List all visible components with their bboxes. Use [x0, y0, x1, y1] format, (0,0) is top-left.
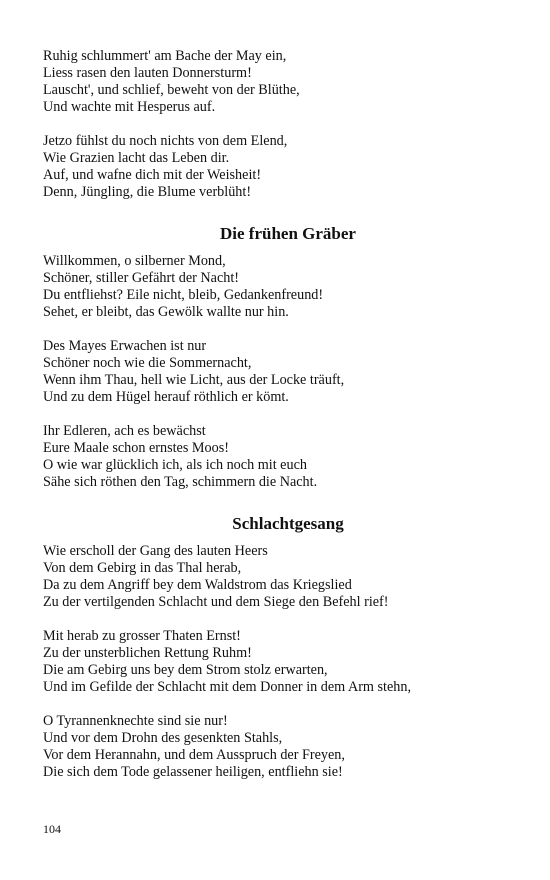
- stanza: [43, 628, 513, 696]
- verse-line: Eure Maale schon ernstes Moos!: [43, 440, 229, 456]
- verse-line: Denn, Jüngling, die Blume verblüht!: [43, 184, 252, 200]
- verse-line: Zu der vertilgenden Schlacht und dem Siege den Befehl rief!: [43, 594, 389, 610]
- verse-line: Ihr Edleren, ach es bewächst: [43, 423, 206, 439]
- stanza: [43, 423, 513, 491]
- title-spacer: [43, 534, 513, 543]
- verse-line: Von dem Gebirg in das Thal herab,: [43, 560, 242, 576]
- verse-line: Liess rasen den lauten Donnersturm!: [43, 65, 252, 81]
- verse-line: Auf, und wafne dich mit der Weisheit!: [43, 167, 262, 183]
- verse-line: Ruhig schlummert' am Bache der May ein,: [43, 48, 287, 64]
- verse-line: Und wachte mit Hesperus auf.: [43, 99, 216, 115]
- stanza-gap: [43, 321, 513, 338]
- verse-line: Schöner, stiller Gefährt der Nacht!: [43, 270, 240, 286]
- verse-line: O wie war glücklich ich, als ich noch mit euch: [43, 457, 307, 473]
- stanza-gap: [43, 611, 513, 628]
- verse-line: Wie erscholl der Gang des lauten Heers: [43, 543, 268, 559]
- stanza: [43, 133, 513, 201]
- page-number: 104: [43, 822, 61, 836]
- section-spacer: [43, 491, 513, 514]
- poem-title: Die frühen Gräber: [220, 224, 356, 243]
- stanza: [43, 48, 513, 116]
- book-page: [43, 48, 513, 781]
- verse-line: Wenn ihm Thau, hell wie Licht, aus der Locke träuft,: [43, 372, 345, 388]
- verse-line: Sehet, er bleibt, das Gewölk wallte nur hin.: [43, 304, 289, 320]
- verse-line: Lauscht', und schlief, beweht von der Blüthe,: [43, 82, 300, 98]
- stanza-gap: [43, 696, 513, 713]
- verse-line: Schöner noch wie die Sommernacht,: [43, 355, 252, 371]
- poem-title: Schlachtgesang: [232, 514, 344, 533]
- verse-line: Vor dem Herannahn, und dem Ausspruch der Freyen,: [43, 747, 345, 763]
- verse-line: Sähe sich röthen den Tag, schimmern die Nacht.: [43, 474, 318, 490]
- section-spacer: [43, 201, 513, 224]
- verse-line: Mit herab zu grosser Thaten Ernst!: [43, 628, 241, 644]
- verse-line: Und im Gefilde der Schlacht mit dem Donner in dem Arm stehn,: [43, 679, 412, 695]
- stanza: [43, 338, 513, 406]
- verse-line: Zu der unsterblichen Rettung Ruhm!: [43, 645, 252, 661]
- verse-line: Und vor dem Drohn des gesenkten Stahls,: [43, 730, 283, 746]
- stanza-gap: [43, 406, 513, 423]
- stanza: [43, 543, 513, 611]
- verse-line: O Tyrannenknechte sind sie nur!: [43, 713, 228, 729]
- stanza: [43, 713, 513, 781]
- verse-line: Jetzo fühlst du noch nichts von dem Elend,: [43, 133, 288, 149]
- verse-line: Die sich dem Tode gelassener heiligen, entfliehn sie!: [43, 764, 343, 780]
- verse-line: Wie Grazien lacht das Leben dir.: [43, 150, 230, 166]
- verse-line: Willkommen, o silberner Mond,: [43, 253, 226, 269]
- stanza: [43, 253, 513, 321]
- verse-line: Da zu dem Angriff bey dem Waldstrom das Kriegslied: [43, 577, 352, 593]
- stanza-gap: [43, 116, 513, 133]
- verse-line: Und zu dem Hügel herauf röthlich er kömt.: [43, 389, 289, 405]
- title-spacer: [43, 244, 513, 253]
- verse-line: Des Mayes Erwachen ist nur: [43, 338, 207, 354]
- verse-line: Die am Gebirg uns bey dem Strom stolz erwarten,: [43, 662, 328, 678]
- verse-line: Du entfliehst? Eile nicht, bleib, Gedankenfreund!: [43, 287, 324, 303]
